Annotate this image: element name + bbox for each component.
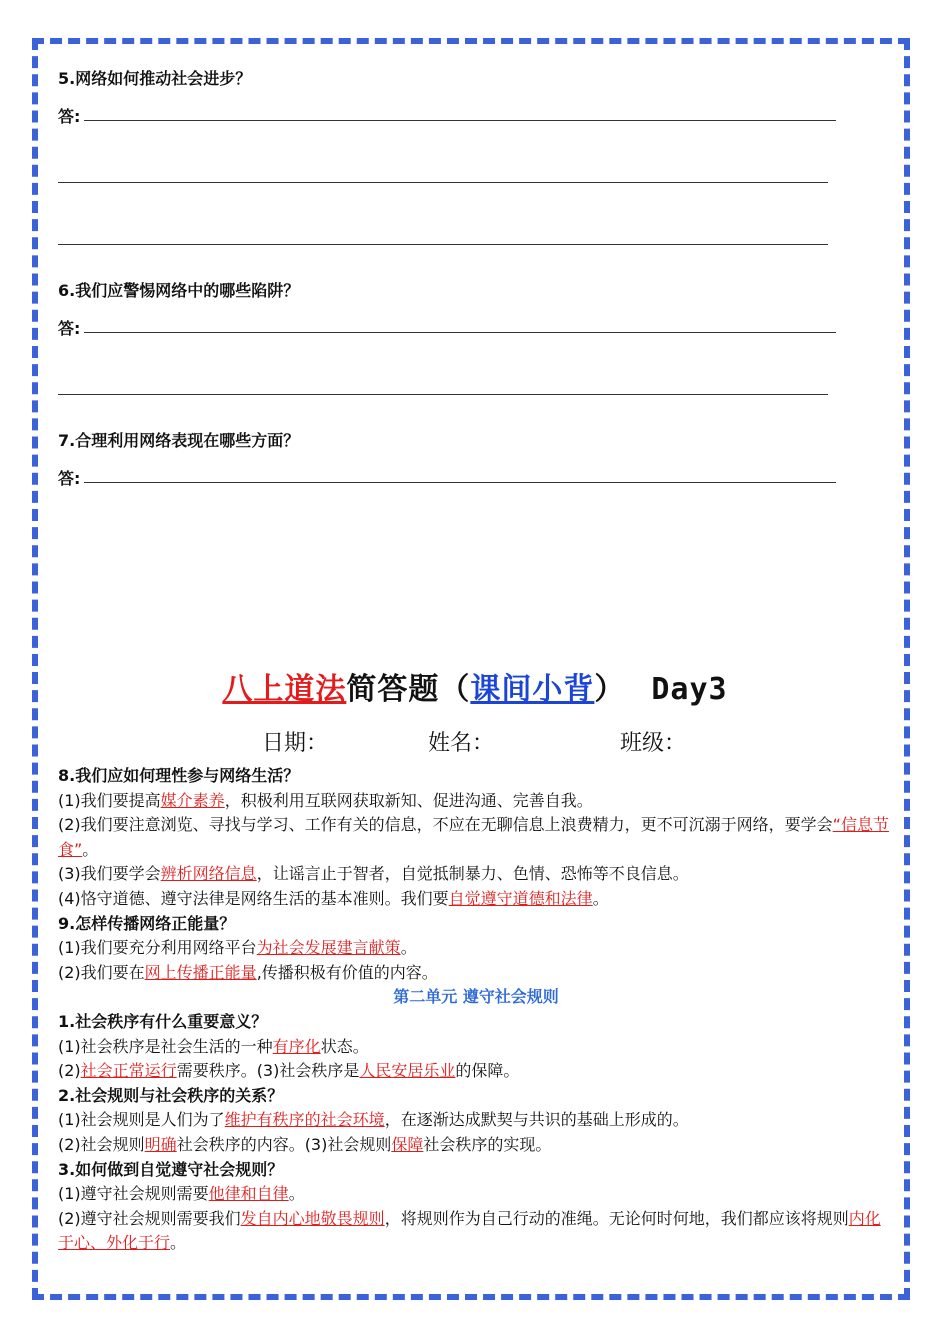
keyword: “信息节食” [58,815,889,859]
q8-point-4 [58,887,894,912]
question-9-heading: 9.怎样传播网络正能量？ [58,913,236,933]
text-segment: (2) [58,1061,81,1081]
text-segment: (2)社会规则 [58,1134,145,1154]
u1-point-2 [58,1059,894,1084]
answer-line[interactable] [58,182,828,183]
text-segment: (1)我们要提高 [58,790,161,810]
text-segment: (1)我们要充分利用网络平台 [58,938,257,958]
text-segment: ，让谣言止于智者，自觉抵制暴力、色情、恐怖等不良信息。 [256,864,689,884]
keyword: 人民安居乐业 [359,1061,456,1081]
text-segment: (3)我们要学会 [58,864,161,884]
text-segment: 社会秩序的实现。 [423,1134,552,1154]
text-segment: (2)我们要注意浏览、寻找与学习、工作有关的信息，不应在无聊信息上浪费精力，更不可沉溺于网络，要学会 [58,815,833,835]
study-content [58,764,894,1256]
text-segment: ,传播积极有价值的内容。 [256,962,438,982]
text-segment: ，积极利用互联网获取新知、促进沟通、完善自我。 [224,790,593,810]
text-segment: (1)遵守社会规则需要 [58,1184,209,1204]
text-segment: ，将规则作为自己行动的准绳。无论何时何地，我们都应该将规则 [384,1208,849,1228]
class-label: 班级： [620,731,687,756]
title-series: 课间小背 [470,672,595,707]
u1-point-1 [58,1035,894,1060]
answer-line[interactable] [58,394,828,395]
unit-title: 第二单元 遵守社会规则 [393,987,559,1007]
u3-point-2 [58,1207,894,1256]
answer-label-5: 答: [58,107,81,126]
keyword: 内化于心、外化于行 [58,1208,881,1253]
question-5: 5.网络如何推动社会进步？ [58,69,252,88]
text-segment: 状态。 [320,1036,369,1056]
keyword: 网上传播正能量 [144,962,257,982]
text-segment: (1)社会规则是人们为了 [58,1110,225,1130]
answer-line[interactable] [58,244,828,245]
text-segment: 。 [288,1184,305,1204]
q8-point-2 [58,813,894,862]
text-segment: 。 [170,1233,187,1253]
keyword: 社会正常运行 [80,1061,177,1081]
text-segment: (2)我们要在 [58,962,145,982]
title-close-paren: ） [594,672,626,707]
text-segment: 需要秩序。(3)社会秩序是 [176,1061,360,1081]
keyword: 为社会发展建言献策 [256,938,401,958]
worksheet-title [0,664,950,708]
question-8-heading: 8.我们应如何理性参与网络生活？ [58,766,300,785]
answer-label-7: 答: [58,469,81,488]
text-segment: ，在逐渐达成默契与共识的基础上形成的。 [384,1110,689,1130]
title-subject: 八上道法 [222,672,347,707]
u2-point-1 [58,1108,894,1133]
keyword: 辨析网络信息 [160,864,257,884]
keyword: 媒介素养 [160,790,225,810]
answer-line[interactable] [84,120,836,121]
keyword: 发自内心地敬畏规则 [240,1208,385,1228]
text-segment: (1)社会秩序是社会生活的一种 [58,1036,273,1056]
unit2-question-3-heading: 3.如何做到自觉遵守社会规则？ [58,1159,284,1179]
q8-point-1 [58,789,894,814]
q9-point-1 [58,936,894,961]
keyword: 自觉遵守道德和法律 [448,888,593,908]
unit2-question-2-heading: 2.社会规则与社会秩序的关系？ [58,1085,284,1105]
text-segment: 社会秩序的内容。(3)社会规则 [176,1134,392,1154]
text-segment: 。 [592,888,609,908]
name-label: 姓名： [428,731,495,756]
q8-point-3 [58,862,894,887]
keyword: 明确 [144,1134,177,1154]
title-type: 简答题（ [346,672,471,707]
text-segment: 的保障。 [455,1061,520,1081]
keyword: 保障 [391,1134,424,1154]
text-segment: (4)恪守道德、遵守法律是网络生活的基本准则。我们要 [58,888,449,908]
question-7: 7.合理利用网络表现在哪些方面？ [58,431,300,450]
answer-line[interactable] [84,332,836,333]
question-6: 6.我们应警惕网络中的哪些陷阱？ [58,281,300,300]
unit2-question-1-heading: 1.社会秩序有什么重要意义？ [58,1011,268,1031]
q9-point-2 [58,961,894,986]
keyword: 有序化 [272,1036,321,1056]
text-segment: 。 [82,839,99,859]
keyword: 维护有秩序的社会环境 [224,1110,385,1130]
answer-label-6: 答: [58,319,81,338]
title-day: Day3 [651,672,728,707]
date-label: 日期： [262,731,329,756]
u2-point-2 [58,1133,894,1158]
answer-line[interactable] [84,482,836,483]
text-segment: (2)遵守社会规则需要我们 [58,1208,241,1228]
keyword: 他律和自律 [208,1184,289,1204]
u3-point-1 [58,1182,894,1207]
text-segment: 。 [400,938,417,958]
